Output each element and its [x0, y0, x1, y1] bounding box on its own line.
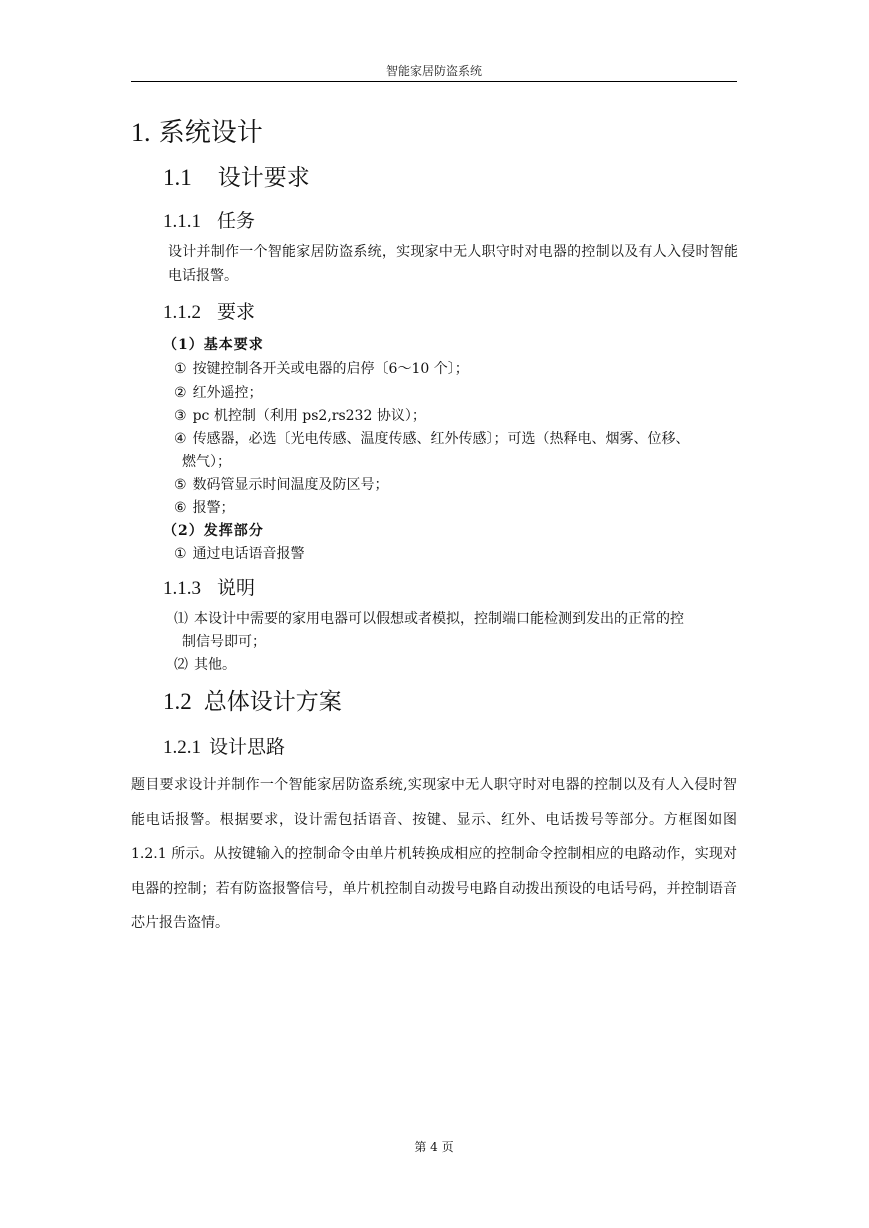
- list-marker: ③: [174, 408, 187, 424]
- heading-number: 1.2.1: [163, 737, 201, 758]
- list-item: [174, 654, 236, 674]
- heading-title: 系统设计: [158, 118, 263, 148]
- heading-section-1-1-3: [163, 573, 255, 600]
- page-number: 第 4 页: [414, 1140, 454, 1154]
- heading-number: 1.1.1: [163, 211, 201, 232]
- list-item: [174, 497, 235, 517]
- list-item-text: 红外遥控；: [192, 385, 263, 401]
- heading-number: 1.: [131, 118, 151, 147]
- heading-section-1: [131, 112, 263, 149]
- heading-number: 1.1.3: [163, 578, 201, 599]
- list-item: [174, 608, 684, 628]
- list-item: [174, 474, 389, 494]
- extended-requirements-label: （2）发挥部分: [163, 523, 264, 539]
- list-item: [174, 358, 469, 378]
- heading-number: 1.1.2: [163, 302, 201, 323]
- list-item-text: 其他。: [194, 657, 236, 673]
- list-marker: ④: [174, 431, 187, 447]
- list-marker: ①: [174, 361, 187, 377]
- list-item-continuation: 燃气）；: [182, 454, 231, 470]
- list-marker: ⑤: [174, 477, 187, 493]
- heading-title: 要求: [217, 301, 256, 323]
- list-item-text: 报警；: [192, 500, 235, 516]
- heading-title: 总体设计方案: [203, 689, 342, 715]
- list-item: [174, 428, 690, 448]
- list-item: [174, 382, 263, 402]
- heading-section-1-2-1: [163, 732, 285, 759]
- list-marker: ⑵: [174, 657, 188, 673]
- design-idea-paragraph: 题目要求设计并制作一个智能家居防盗系统,实现家中无人职守时对电器的控制以及有人入侵时智能电话报警。根据要求，设计需包括语音、按键、显示、红外、电话拨号等部分。方框图如图 1.2.1 所示。从按键输入的控制命令由单片机转换成相应的控制命令控制相应的电路动作，实现对电器的控制；若有防盗报警信号，单片机控制自动拨号电路自动拨出预设的电话号码，并控制语音芯片报告盗情。: [131, 777, 737, 931]
- task-paragraph: 设计并制作一个智能家居防盗系统，实现家中无人职守时对电器的控制以及有人入侵时智能电话报警。: [168, 244, 738, 284]
- heading-number: 1.1: [163, 165, 192, 190]
- list-item-text: 数码管显示时间温度及防区号；: [192, 477, 389, 493]
- heading-title: 说明: [217, 577, 256, 599]
- heading-number: 1.2: [163, 689, 192, 714]
- heading-title: 设计思路: [209, 736, 286, 758]
- list-item-text: pc 机控制（利用 ps2,rs232 协议）；: [192, 408, 426, 424]
- list-item-continuation: 制信号即可；: [182, 634, 266, 650]
- list-marker: ⑴: [174, 611, 188, 627]
- list-item-text: 本设计中需要的家用电器可以假想或者模拟，控制端口能检测到发出的正常的控: [194, 611, 684, 627]
- list-item: [174, 543, 305, 563]
- list-item-text: 传感器，必选〔光电传感、温度传感、红外传感〕；可选（热释电、烟雾、位移、: [192, 431, 690, 447]
- heading-section-1-1: [163, 159, 310, 192]
- list-item: [174, 405, 426, 425]
- basic-requirements-label: （1）基本要求: [163, 337, 264, 353]
- heading-title: 任务: [217, 210, 256, 232]
- heading-section-1-2: [163, 683, 342, 716]
- list-marker: ②: [174, 385, 187, 401]
- list-marker: ①: [174, 546, 187, 562]
- list-item-text: 通过电话语音报警: [192, 546, 305, 562]
- running-header: 智能家居防盗系统: [385, 64, 482, 78]
- heading-title: 设计要求: [217, 165, 310, 191]
- header-rule: [131, 81, 737, 82]
- list-item-text: 按键控制各开关或电器的启停〔6～10 个〕；: [192, 361, 469, 377]
- heading-section-1-1-2: [163, 297, 255, 324]
- heading-section-1-1-1: [163, 206, 255, 233]
- list-marker: ⑥: [174, 500, 187, 516]
